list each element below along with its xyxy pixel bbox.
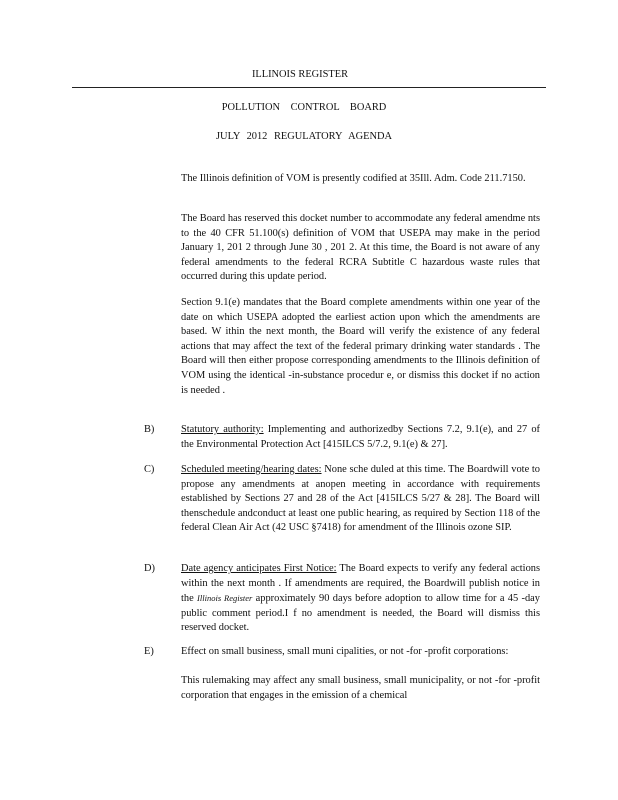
intro-paragraph-1: The Illinois definition of VOM is presently codified at 35Ill. Adm. Code 211.7150. [181, 173, 526, 184]
intro-paragraph-3: Section 9.1(e) mandates that the Board complete amendments within one year of the date on which USEPA adopted the earliest action upon which the amendments are based. W ithin the next month, the Board will verify the existence of any federal actions that may affect the text of the federal primary drinking water standards . The Board will then either propose corresponding amendments to the Illinois definition of VOM using the identical -in-substance procedur e, or dismiss this docket if no action is needed . [181, 297, 540, 396]
item-d-text-a: The Board expects to verify any federal actions within the next month . If amendments are required, the Boardwill publish notice in the [181, 563, 540, 605]
item-e-text: This rulemaking may affect any small business, small municipality, or not -for -profit corporation that engages in the emission of a chemical [181, 675, 540, 701]
agency-title: POLLUTION CONTROL BOARD [221, 102, 387, 113]
item-letter-d: D) [144, 563, 155, 574]
item-e-heading: Effect on small business, small muni cipalities, or not -for -profit corporations: [181, 646, 509, 657]
item-letter-e: E) [144, 646, 154, 657]
item-d-label: Date agency anticipates First Notice: [181, 563, 337, 574]
item-d-text-b: approximately 90 days before adoption to allow time for a 45 -day public comment period.I f no amendment is needed, the Board will dismiss this reserved docket. [181, 593, 540, 634]
item-b-label: Statutory authority: [181, 424, 264, 435]
item-b-body [181, 423, 540, 452]
item-c-body [181, 463, 540, 536]
agenda-title: JULY 2012 REGULATORY AGENDA [216, 131, 392, 142]
intro-paragraph-2: The Board has reserved this docket number to accommodate any federal amendme nts to the 40 CFR 51.100(s) definition of VOM that USEPA may make in the period January 1, 201 2 through June 30 , 201 2. At this time, the Board is not aware of any federal amendments to the federal RCRA Subtitle C hazardous waste rules that occurred during this update period. [181, 213, 540, 283]
item-c-label: Scheduled meeting/hearing dates: [181, 464, 322, 475]
item-d-register-italic: Illinois Register [197, 593, 253, 604]
item-d-body [181, 562, 540, 636]
item-letter-c: C) [144, 464, 155, 475]
header-rule [72, 87, 546, 88]
item-c-text: None sche duled at this time. The Boardwill vote to propose any amendments at anopen meeting in accordance with requirements established by Sections 27 and 28 of the Act [415ILCS 5/27 & 28]. The Board will thenschedule andconduct at least one public hearing, as required by Section 118 of the federal Clean Air Act (42 USC §7418) for amendment of the Illinois ozone SIP. [181, 464, 540, 534]
register-title-text: ILLINOIS REGISTER [251, 69, 349, 80]
item-letter-b: B) [144, 424, 155, 435]
item-b-text: Implementing and authorizedby Sections 7.2, 9.1(e), and 27 of the Environmental Protection Act [415ILCS 5/7.2, 9.1(e) & 27]. [181, 424, 540, 450]
register-title [150, 68, 450, 83]
